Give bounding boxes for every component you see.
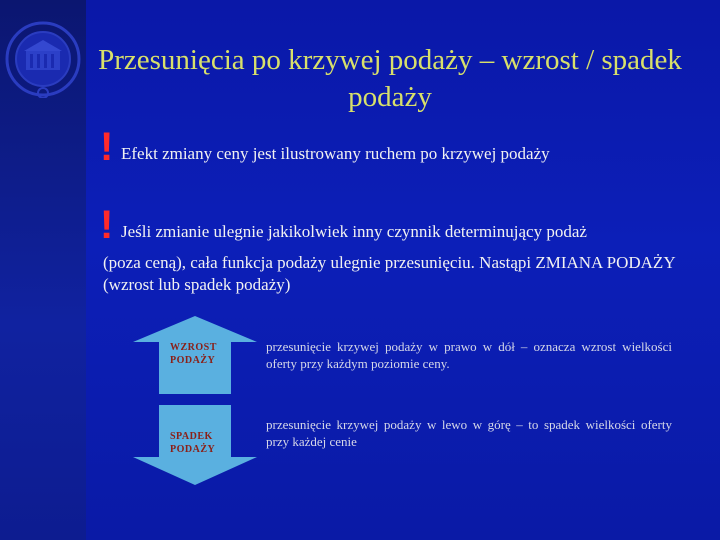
- bullet-marker-1: !: [100, 125, 114, 169]
- decrease-arrow-label-line1: SPADEK: [170, 431, 213, 442]
- university-seal-logo: [4, 20, 82, 98]
- increase-arrow-label-line1: WZROST: [170, 342, 217, 353]
- bullet-continuation: (poza ceną), cała funkcja podaży ulegnie przesunięciu. Nastąpi ZMIANA PODAŻY (wzrost lub spadek podaży): [103, 253, 675, 294]
- decrease-description: przesunięcie krzywej podaży w lewo w górę – to spadek wielkości oferty przy każdej cenie: [266, 417, 672, 449]
- sidebar-band: [0, 0, 86, 540]
- decrease-arrow-label-line2: PODAŻY: [170, 444, 216, 455]
- increase-description: przesunięcie krzywej podaży w prawo w dół – oznacza wzrost wielkości oferty przy każdym poziomie ceny.: [266, 339, 672, 371]
- increase-arrow-label-line2: PODAŻY: [170, 355, 216, 366]
- bullet-text-1: Efekt zmiany ceny jest ilustrowany ruchem po krzywej podaży: [121, 144, 550, 163]
- bullet-text-2: Jeśli zmianie ulegnie jakikolwiek inny czynnik determinujący podaż: [121, 222, 587, 241]
- slide-title: Przesunięcia po krzywej podaży – wzrost / spadek podaży: [98, 44, 682, 113]
- bullet-marker-2: !: [100, 203, 114, 247]
